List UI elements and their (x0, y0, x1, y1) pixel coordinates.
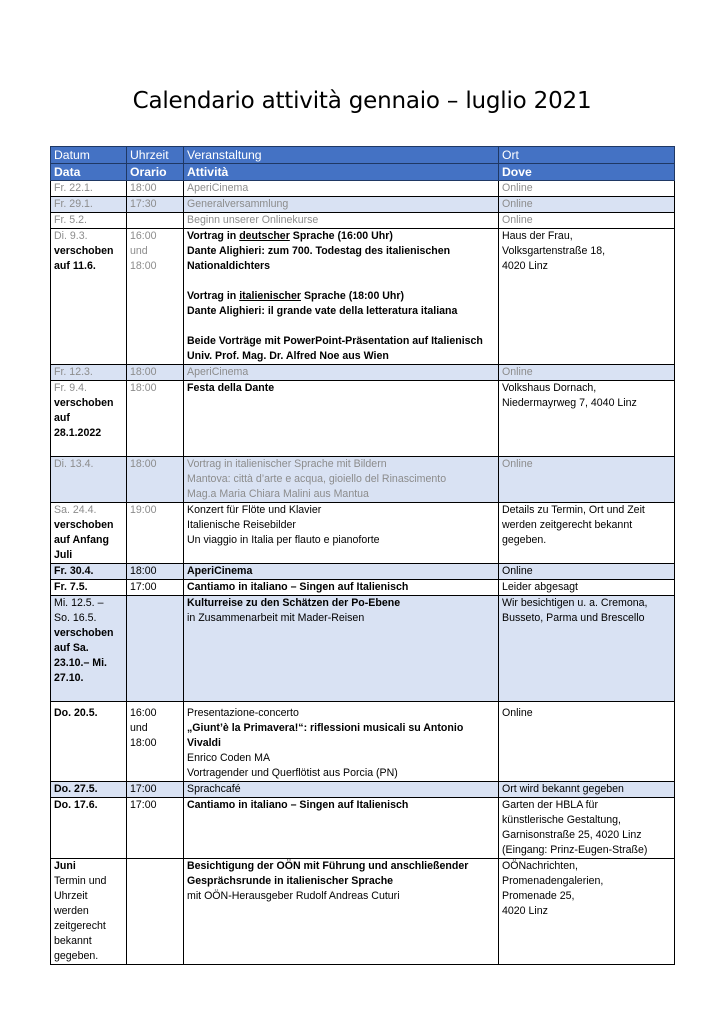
place-text: Volksgartenstraße 18, (502, 245, 606, 257)
header-orario: Orario (127, 164, 184, 181)
date-text: Sa. 24.4. (54, 504, 97, 516)
date-cell (51, 197, 127, 213)
table-row (51, 213, 675, 229)
place-text: Online (502, 214, 533, 226)
event-line: in Zusammenarbeit mit Mader-Reisen (187, 612, 365, 624)
time-text: und (130, 722, 148, 734)
time-text: 18:00 (130, 366, 157, 378)
table-row (51, 798, 675, 859)
table-row (51, 365, 675, 381)
place-text: werden zeitgerecht bekannt (502, 519, 633, 531)
table-row (51, 229, 675, 365)
header-attivita: Attività (184, 164, 499, 181)
postponed-text: 23.10.– Mi. (54, 657, 107, 669)
place-cell (499, 564, 675, 580)
place-text: 4020 Linz (502, 905, 548, 917)
time-cell (127, 365, 184, 381)
event-line: Dante Alighieri: zum 700. Todestag des italienischen (187, 245, 451, 257)
date-text: Fr. 30.4. (54, 565, 94, 577)
time-text: 18:00 (130, 182, 157, 194)
date-cell (51, 381, 127, 457)
time-cell (127, 229, 184, 365)
table-row (51, 181, 675, 197)
time-cell (127, 381, 184, 457)
event-line: Gesprächsrunde in italienischer Sprache (187, 875, 394, 887)
event-line: Mag.a Maria Chiara Malini aus Mantua (187, 488, 369, 500)
place-cell (499, 229, 675, 365)
place-text: künstlerische Gestaltung, (502, 814, 621, 826)
postponed-text: 27.10. (54, 672, 84, 684)
postponed-text: auf Anfang (54, 534, 109, 546)
postponed-text: 28.1.2022 (54, 427, 102, 439)
time-cell (127, 197, 184, 213)
place-cell (499, 596, 675, 702)
place-text: Garten der HBLA für (502, 799, 598, 811)
time-cell (127, 181, 184, 197)
place-text: Online (502, 565, 533, 577)
event-line: Un viaggio in Italia per flauto e pianoforte (187, 534, 380, 546)
time-cell (127, 798, 184, 859)
date-cell (51, 365, 127, 381)
event-cell (184, 181, 499, 197)
event-cell (184, 503, 499, 564)
header-dove: Dove (499, 164, 675, 181)
header-row-german (51, 147, 675, 164)
place-text: Online (502, 366, 533, 378)
event-text: Cantiamo in italiano – Singen auf Italienisch (187, 799, 409, 811)
postponed-text: verschoben (54, 519, 114, 531)
date-text: Do. 17.6. (54, 799, 98, 811)
date-text: bekannt (54, 935, 92, 947)
event-text: Festa della Dante (187, 382, 275, 394)
event-cell (184, 213, 499, 229)
place-text: Volkshaus Dornach, (502, 382, 597, 394)
date-text: So. 16.5. (54, 612, 97, 624)
place-text: gegeben. (502, 534, 547, 546)
time-cell (127, 859, 184, 965)
time-text: 19:00 (130, 504, 157, 516)
header-row-italian (51, 164, 675, 181)
time-cell (127, 564, 184, 580)
date-cell (51, 213, 127, 229)
event-line: Vortrag in italienischer Sprache (18:00 Uhr) (187, 290, 405, 302)
date-cell (51, 782, 127, 798)
event-line: Vivaldi (187, 737, 221, 749)
event-text: Generalversammlung (187, 198, 289, 210)
table-row (51, 859, 675, 965)
time-cell (127, 457, 184, 503)
date-text: gegeben. (54, 950, 99, 962)
event-line: Italienische Reisebilder (187, 519, 296, 531)
table-row (51, 564, 675, 580)
table-row (51, 197, 675, 213)
table-row (51, 596, 675, 702)
time-text: 17:00 (130, 799, 157, 811)
place-cell (499, 782, 675, 798)
date-cell (51, 457, 127, 503)
event-cell (184, 596, 499, 702)
event-line: „Giunt’è la Primavera!“: riflessioni musicali su Antonio (187, 722, 464, 734)
date-cell (51, 181, 127, 197)
event-cell (184, 564, 499, 580)
place-cell (499, 798, 675, 859)
place-cell (499, 702, 675, 782)
place-text: Online (502, 198, 533, 210)
header-ort: Ort (499, 147, 675, 164)
date-cell (51, 702, 127, 782)
header-uhrzeit: Uhrzeit (127, 147, 184, 164)
event-line: Vortragender und Querflötist aus Porcia (PN) (187, 767, 398, 779)
place-text: Ort wird bekannt gegeben (502, 783, 624, 795)
place-text: Haus der Frau, (502, 230, 573, 242)
date-cell (51, 229, 127, 365)
event-cell (184, 229, 499, 365)
time-text: 18:00 (130, 458, 157, 470)
time-text: 16:00 (130, 230, 157, 242)
time-cell (127, 213, 184, 229)
date-text: Fr. 29.1. (54, 198, 93, 210)
place-cell (499, 457, 675, 503)
place-cell (499, 181, 675, 197)
date-text: Fr. 9.4. (54, 382, 87, 394)
place-text: Busseto, Parma und Brescello (502, 612, 645, 624)
event-text: AperiCinema (187, 182, 249, 194)
time-cell (127, 596, 184, 702)
page-title: Calendario attività gennaio – luglio 2021 (132, 88, 592, 114)
header-veranstaltung: Veranstaltung (184, 147, 499, 164)
event-line: Univ. Prof. Mag. Dr. Alfred Noe aus Wien (187, 350, 389, 362)
date-text: Mi. 12.5. – (54, 597, 104, 609)
place-text: Garnisonstraße 25, 4020 Linz (502, 829, 642, 841)
date-cell (51, 503, 127, 564)
event-text: Sprachcafé (187, 783, 241, 795)
time-cell (127, 580, 184, 596)
date-text: Fr. 22.1. (54, 182, 93, 194)
date-text: Termin und (54, 875, 107, 887)
event-line: Nationaldichters (187, 260, 271, 272)
place-text: Details zu Termin, Ort und Zeit (502, 504, 645, 516)
event-line: Besichtigung der OÖN mit Führung und anschließender (187, 860, 469, 872)
time-cell (127, 782, 184, 798)
date-cell (51, 564, 127, 580)
date-text: Fr. 7.5. (54, 581, 88, 593)
date-cell (51, 798, 127, 859)
event-cell (184, 702, 499, 782)
event-line: Vortrag in deutscher Sprache (16:00 Uhr) (187, 230, 393, 242)
event-line: Dante Alighieri: il grande vate della letteratura italiana (187, 305, 458, 317)
postponed-text: verschoben (54, 627, 114, 639)
event-cell (184, 782, 499, 798)
postponed-text: auf 11.6. (54, 260, 96, 272)
table-row (51, 580, 675, 596)
header-datum: Datum (51, 147, 127, 164)
event-text: AperiCinema (187, 565, 253, 577)
event-line: Enrico Coden MA (187, 752, 271, 764)
date-text: Di. 13.4. (54, 458, 94, 470)
table-row (51, 702, 675, 782)
table-row (51, 381, 675, 457)
event-line: Mantova: città d’arte e acqua, gioiello del Rinascimento (187, 473, 447, 485)
table-row (51, 503, 675, 564)
event-line: Kulturreise zu den Schätzen der Po-Ebene (187, 597, 401, 609)
date-text: Do. 27.5. (54, 783, 98, 795)
place-text: Online (502, 458, 533, 470)
table-row (51, 782, 675, 798)
place-cell (499, 381, 675, 457)
date-text: Do. 20.5. (54, 707, 98, 719)
date-text: Uhrzeit (54, 890, 88, 902)
place-text: 4020 Linz (502, 260, 548, 272)
date-text: Juni (54, 860, 76, 872)
place-text: (Eingang: Prinz-Eugen-Straße) (502, 844, 648, 856)
time-text: 18:00 (130, 565, 157, 577)
date-text: werden (54, 905, 89, 917)
time-text: 17:30 (130, 198, 157, 210)
postponed-text: auf (54, 412, 70, 424)
place-text: OÖNachrichten, (502, 860, 578, 872)
place-cell (499, 859, 675, 965)
event-text: AperiCinema (187, 366, 249, 378)
event-cell (184, 457, 499, 503)
time-text: 18:00 (130, 737, 157, 749)
postponed-text: Juli (54, 549, 73, 561)
date-text: Fr. 12.3. (54, 366, 93, 378)
time-text: 17:00 (130, 783, 157, 795)
place-text: Promenade 25, (502, 890, 575, 902)
date-text: zeitgerecht (54, 920, 106, 932)
time-cell (127, 503, 184, 564)
date-cell (51, 859, 127, 965)
event-line: Presentazione-concerto (187, 707, 299, 719)
date-text: Fr. 5.2. (54, 214, 87, 226)
time-cell (127, 702, 184, 782)
time-text: 18:00 (130, 382, 157, 394)
time-text: 18:00 (130, 260, 157, 272)
event-cell (184, 859, 499, 965)
place-cell (499, 580, 675, 596)
place-cell (499, 197, 675, 213)
place-text: Wir besichtigen u. a. Cremona, (502, 597, 648, 609)
place-text: Online (502, 707, 533, 719)
place-text: Niedermayrweg 7, 4040 Linz (502, 397, 637, 409)
place-cell (499, 365, 675, 381)
event-text: Beginn unserer Onlinekurse (187, 214, 319, 226)
event-line: Vortrag in italienischer Sprache mit Bildern (187, 458, 387, 470)
header-data: Data (51, 164, 127, 181)
event-cell (184, 197, 499, 213)
event-line: Konzert für Flöte und Klavier (187, 504, 322, 516)
table-row (51, 457, 675, 503)
date-cell (51, 596, 127, 702)
place-text: Online (502, 182, 533, 194)
event-cell (184, 580, 499, 596)
place-cell (499, 503, 675, 564)
place-text: Leider abgesagt (502, 581, 578, 593)
date-text: Di. 9.3. (54, 230, 88, 242)
postponed-text: verschoben (54, 245, 114, 257)
postponed-text: auf Sa. (54, 642, 89, 654)
time-text: und (130, 245, 148, 257)
event-text: Cantiamo in italiano – Singen auf Italienisch (187, 581, 409, 593)
time-text: 17:00 (130, 581, 157, 593)
date-cell (51, 580, 127, 596)
event-line: Beide Vorträge mit PowerPoint-Präsentation auf Italienisch (187, 335, 483, 347)
event-line: mit OÖN-Herausgeber Rudolf Andreas Cuturi (187, 890, 400, 902)
place-text: Promenadengalerien, (502, 875, 604, 887)
place-cell (499, 213, 675, 229)
event-cell (184, 381, 499, 457)
event-cell (184, 365, 499, 381)
time-text: 16:00 (130, 707, 157, 719)
postponed-text: verschoben (54, 397, 114, 409)
event-cell (184, 798, 499, 859)
calendar-table (50, 146, 675, 965)
